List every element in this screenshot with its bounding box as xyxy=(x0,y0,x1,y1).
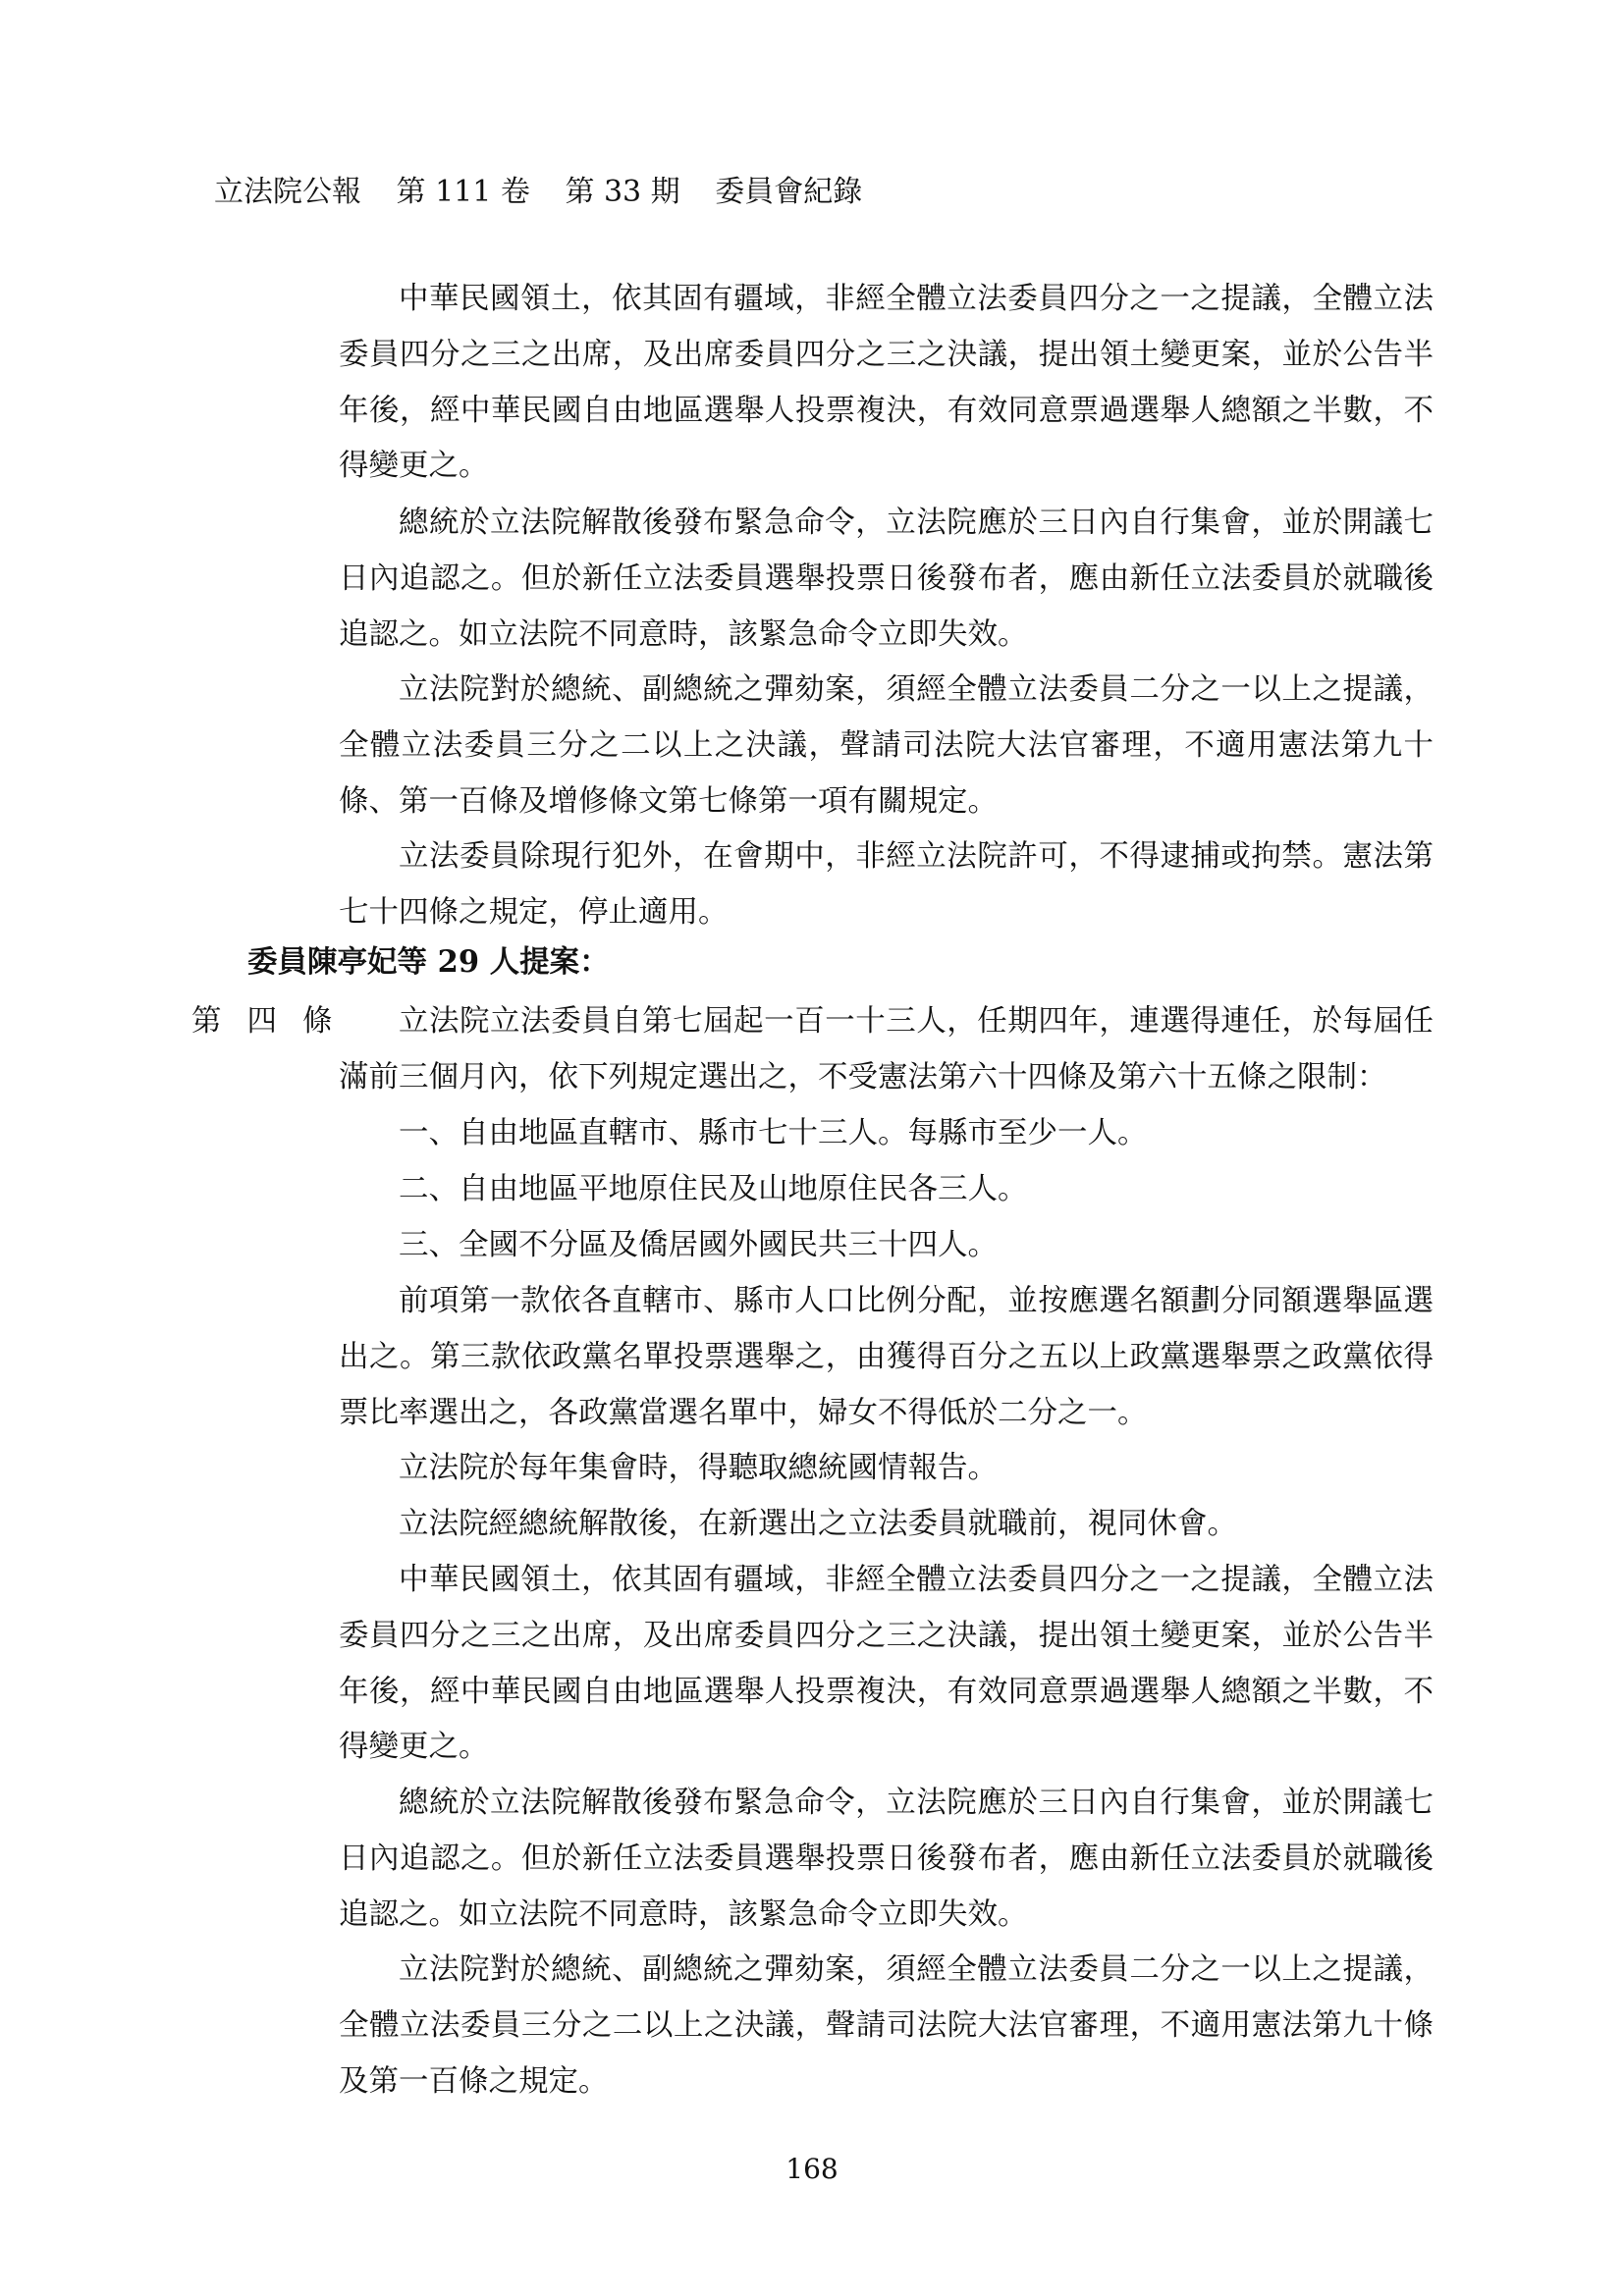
article-label: 第四條 xyxy=(191,1004,358,1039)
article-paragraph: 中華民國領土，依其固有疆域，非經全體立法委員四分之一之提議，全體立法委員四分之三之出席，及出席委員四分之三之決議，提出領土變更案，並於公告半年後，經中華民國自由地區選舉人投票複決，有效同意票過選舉人總額之半數，不得變更之。 xyxy=(339,1563,1434,1765)
article-paragraph: 前項第一款依各直轄市、縣市人口比例分配，並按應選名額劃分同額選舉區選出之。第三款依政黨名單投票選舉之，由獲得百分之五以上政黨選舉票之政黨依得票比率選出之，各政黨當選名單中，婦女不得低於二分之一。 xyxy=(339,1284,1434,1430)
page-header xyxy=(214,173,888,212)
volume-number: 第 111 卷 xyxy=(396,175,530,209)
article-paragraph: 立法院立法委員自第七屆起一百一十三人，任期四年，連選得連任，於每屆任滿前三個月內，依下列規定選出之，不受憲法第六十四條及第六十五條之限制： xyxy=(339,1004,1434,1095)
article-paragraph: 二、自由地區平地原住民及山地原住民各三人。 xyxy=(399,1172,1028,1206)
proposer-heading: 委員陳亭妃等 29 人提案： xyxy=(247,944,610,980)
article-paragraph: 三、全國不分區及僑居國外國民共三十四人。 xyxy=(399,1228,998,1262)
page-number: 168 xyxy=(785,2153,839,2185)
paragraph: 立法委員除現行犯外，在會期中，非經立法院許可，不得逮捕或拘禁。憲法第七十四條之規定，停止適用。 xyxy=(339,839,1434,930)
paragraph: 中華民國領土，依其固有疆域，非經全體立法委員四分之一之提議，全體立法委員四分之三之出席，及出席委員四分之三之決議，提出領土變更案，並於公告半年後，經中華民國自由地區選舉人投票複決，有效同意票過選舉人總額之半數，不得變更之。 xyxy=(339,282,1434,484)
article-paragraph: 總統於立法院解散後發布緊急命令，立法院應於三日內自行集會，並於開議七日內追認之。但於新任立法委員選舉投票日後發布者，應由新任立法委員於就職後追認之。如立法院不同意時，該緊急命令立即失效。 xyxy=(339,1786,1434,1932)
article-paragraph: 立法院經總統解散後，在新選出之立法委員就職前，視同休會。 xyxy=(399,1507,1237,1541)
article-paragraph: 立法院對於總統、副總統之彈劾案，須經全體立法委員二分之一以上之提議，全體立法委員三分之二以上之決議，聲請司法院大法官審理，不適用憲法第九十條及第一百條之規定。 xyxy=(339,1952,1434,2099)
paragraph: 立法院對於總統、副總統之彈劾案，須經全體立法委員二分之一以上之提議，全體立法委員三分之二以上之決議，聲請司法院大法官審理，不適用憲法第九十條、第一百條及增修條文第七條第一項有關規定。 xyxy=(339,672,1434,819)
section-name: 委員會紀錄 xyxy=(715,175,863,209)
article-paragraph: 一、自由地區直轄市、縣市七十三人。每縣市至少一人。 xyxy=(399,1116,1148,1150)
publication-name: 立法院公報 xyxy=(214,175,361,209)
article-paragraph: 立法院於每年集會時，得聽取總統國情報告。 xyxy=(399,1451,998,1485)
paragraph: 總統於立法院解散後發布緊急命令，立法院應於三日內自行集會，並於開議七日內追認之。但於新任立法委員選舉投票日後發布者，應由新任立法委員於就職後追認之。如立法院不同意時，該緊急命令立即失效。 xyxy=(339,506,1434,652)
issue-number: 第 33 期 xyxy=(565,175,680,209)
